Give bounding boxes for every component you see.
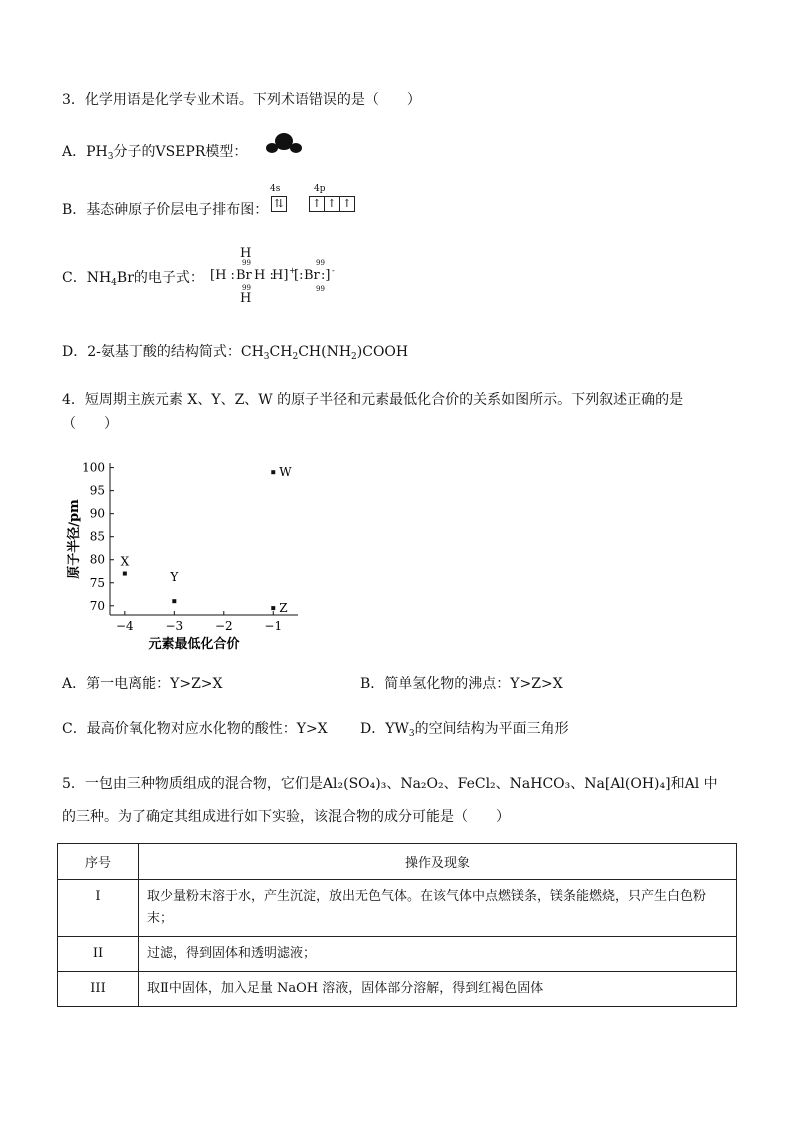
experiment-table bbox=[57, 843, 737, 1007]
svg-text:H]: H] bbox=[272, 268, 289, 283]
q4-d-sub: 3 bbox=[408, 729, 415, 739]
table-cell-text: 过滤，得到固体和透明滤液； bbox=[139, 937, 737, 972]
svg-text:H :: H : bbox=[254, 268, 274, 283]
q3-option-a bbox=[62, 142, 247, 167]
orbital-label-4p: 4p bbox=[314, 184, 326, 194]
table-header-number: 序号 bbox=[58, 844, 139, 880]
svg-text:[:: [: bbox=[294, 268, 304, 283]
svg-text:99: 99 bbox=[316, 285, 325, 293]
q3-c-prefix: C．NH bbox=[62, 270, 112, 286]
orbital-box-4s: ⇅ bbox=[271, 196, 287, 212]
orbital-diagram bbox=[271, 196, 354, 212]
q3-c-suffix: Br的电子式： bbox=[116, 270, 204, 286]
svg-text:99: 99 bbox=[242, 284, 251, 292]
q4-option-b: B．简单氢化物的沸点：Y>Z>X bbox=[360, 676, 563, 692]
svg-text::]: :] bbox=[321, 268, 331, 283]
q4-d-prefix: D．YW bbox=[360, 721, 409, 737]
q4-d-suffix: 的空间结构为平面三角形 bbox=[414, 721, 569, 737]
q3-a-suffix: 分子的VSEPR模型： bbox=[113, 144, 248, 160]
svg-text:-: - bbox=[332, 266, 335, 275]
svg-text:Br: Br bbox=[304, 268, 320, 283]
orbital-box-4p-2: ↑ bbox=[324, 196, 340, 212]
svg-text:[H :: [H : bbox=[210, 268, 235, 283]
table-header-row bbox=[58, 844, 737, 880]
table-cell-number: I bbox=[58, 880, 139, 937]
q3-d-prefix: D．2-氨基丁酸的结构简式： bbox=[62, 344, 241, 360]
data-point-y bbox=[172, 599, 176, 603]
q4-option-a: A．第一电离能：Y>Z>X bbox=[62, 676, 223, 692]
table-row bbox=[58, 880, 737, 937]
orbital-box-4p-1: ↑ bbox=[309, 196, 325, 212]
data-label-y: Y bbox=[170, 570, 179, 585]
q5-stem-line1: 5．一包由三种物质组成的混合物，它们是Al₂(SO₄)₃、Na₂O₂、FeCl₂、NaHCO₃、Na[Al(OH)₄]和Al 中 bbox=[62, 776, 718, 792]
x-tick-label: −4 bbox=[115, 619, 134, 633]
q3-a-prefix: A．PH bbox=[62, 144, 108, 160]
data-label-w: W bbox=[279, 465, 292, 480]
table-row bbox=[58, 937, 737, 972]
table-cell-number: II bbox=[58, 937, 139, 972]
svg-text:99: 99 bbox=[242, 259, 251, 267]
data-label-x: X bbox=[120, 554, 130, 569]
q4-option-c: C．最高价氧化物对应水化物的酸性：Y>X bbox=[62, 721, 328, 737]
q4-stem-line1: 4．短周期主族元素 X、Y、Z、W 的原子半径和元素最低化合价的关系如图所示。下列叙述正确的是 bbox=[62, 392, 684, 408]
orbital-box-4p-3: ↑ bbox=[339, 196, 355, 212]
y-axis-title: 原子半径/pm bbox=[67, 499, 82, 579]
q3-stem: 3．化学用语是化学专业术语。下列术语错误的是（ ） bbox=[62, 92, 421, 108]
y-tick-label: 95 bbox=[89, 483, 105, 498]
table-row bbox=[58, 972, 737, 1007]
data-point-z bbox=[271, 606, 275, 610]
y-tick-label: 90 bbox=[89, 506, 105, 521]
q3-option-d bbox=[62, 342, 408, 367]
x-tick-label: −1 bbox=[264, 619, 283, 633]
svg-text:H: H bbox=[240, 291, 252, 306]
y-tick-label: 80 bbox=[89, 552, 105, 567]
d-formula-part-2: CH bbox=[269, 344, 293, 360]
x-tick-label: −3 bbox=[165, 619, 184, 633]
data-label-z: Z bbox=[279, 601, 288, 616]
q4-option-d bbox=[360, 719, 569, 744]
y-tick-label: 75 bbox=[89, 575, 105, 590]
svg-text:+: + bbox=[289, 266, 296, 275]
q5-stem-line2: 的三种。为了确定其组成进行如下实验，该混合物的成分可能是（ ） bbox=[62, 809, 510, 825]
q4-stem-line2: （ ） bbox=[62, 416, 118, 432]
svg-text:Br: Br bbox=[236, 268, 252, 283]
q3-a-sub: 3 bbox=[107, 152, 114, 162]
orbital-label-4s: 4s bbox=[270, 184, 281, 194]
table-cell-number: III bbox=[58, 972, 139, 1007]
electron-formula-diagram bbox=[208, 244, 348, 306]
d-formula-part-6: )COOH bbox=[356, 344, 409, 360]
x-tick-label: −2 bbox=[214, 619, 233, 633]
d-formula-sub-1: 3 bbox=[263, 352, 270, 362]
table-header-operation: 操作及现象 bbox=[139, 844, 737, 880]
d-formula-part-4: CH(NH bbox=[298, 344, 352, 360]
svg-text:99: 99 bbox=[316, 259, 325, 267]
q3-option-c bbox=[62, 268, 204, 293]
table-cell-text: 取少量粉末溶于水，产生沉淀，放出无色气体。在该气体中点燃镁条，镁条能燃烧，只产生白色粉末； bbox=[139, 880, 737, 937]
y-tick-label: 85 bbox=[89, 529, 105, 544]
q3-c-sub: 4 bbox=[111, 278, 117, 288]
d-formula-sub-5: 2 bbox=[351, 352, 357, 362]
data-point-w bbox=[271, 470, 275, 474]
y-tick-label: 100 bbox=[82, 460, 105, 475]
y-tick-label: 70 bbox=[89, 598, 105, 613]
vsepr-model-icon bbox=[266, 131, 302, 157]
scatter-chart bbox=[62, 455, 312, 655]
d-formula-part-0: CH bbox=[240, 344, 264, 360]
d-formula-sub-3: 2 bbox=[292, 352, 299, 362]
q3-option-b: B．基态砷原子价层电子排布图： bbox=[62, 202, 269, 218]
x-axis-title: 元素最低化合价 bbox=[148, 637, 240, 652]
data-point-x bbox=[123, 572, 127, 576]
svg-text:H: H bbox=[240, 246, 252, 261]
table-cell-text: 取Ⅱ中固体，加入足量 NaOH 溶液，固体部分溶解，得到红褐色固体 bbox=[139, 972, 737, 1007]
